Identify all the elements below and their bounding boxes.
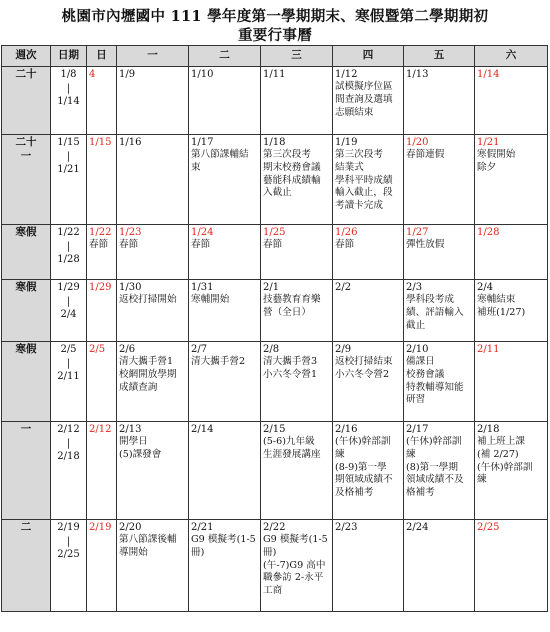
day-cell-thu (333, 67, 404, 135)
week-label: 二 (2, 520, 51, 612)
day-date: 1/9 (119, 69, 136, 80)
day-date: 1/12 (335, 69, 358, 80)
date-range (51, 520, 87, 612)
header-tue: 二 (189, 46, 261, 67)
day-date: 1/28 (477, 227, 500, 238)
day-date: 1/11 (263, 69, 286, 80)
day-event: G9 模擬考(1-5 冊) (191, 534, 256, 558)
header-date: 日期 (51, 46, 87, 67)
day-cell-wed (261, 225, 333, 280)
day-cell-fri (404, 422, 475, 520)
date-range (51, 135, 87, 225)
document-subtitle: 重要行事曆 (238, 27, 312, 44)
day-event: 第三次段考 期末校務會議 藝能科成績輸 入截止 (263, 149, 321, 199)
date-range-bar: | (66, 437, 71, 449)
day-date: 1/31 (191, 282, 214, 293)
day-date: 2/14 (191, 424, 214, 435)
week-label: 寒假 (2, 280, 51, 342)
day-cell-sun (87, 342, 117, 422)
day-cell-wed (261, 135, 333, 225)
day-date: 1/19 (335, 137, 358, 148)
header-mon: 一 (117, 46, 189, 67)
day-cell-tue (189, 135, 261, 225)
day-date: 1/22 (89, 227, 112, 238)
date-range-start: 2/12 (57, 424, 80, 435)
week-label: 寒假 (2, 342, 51, 422)
day-date: 2/7 (191, 344, 208, 355)
day-date: 2/23 (335, 522, 358, 533)
day-event: 寒輔結束 補班(1/27) (477, 294, 526, 318)
day-cell-fri (404, 67, 475, 135)
day-cell-thu (333, 135, 404, 225)
day-date: 1/14 (477, 69, 500, 80)
day-cell-sun (87, 135, 117, 225)
day-cell-sat (475, 280, 548, 342)
day-cell-sat (475, 225, 548, 280)
day-date: 2/10 (406, 344, 429, 355)
day-cell-tue (189, 67, 261, 135)
week-row (2, 422, 548, 520)
date-range-bar: | (66, 295, 71, 307)
day-date: 1/25 (263, 227, 286, 238)
week-label: 寒假 (2, 225, 51, 280)
date-range-bar: | (66, 535, 71, 547)
date-range (51, 67, 87, 135)
day-event: 春節 (191, 239, 211, 251)
week-row (2, 280, 548, 342)
day-event: 返校打掃開始 (119, 294, 177, 306)
day-cell-mon (117, 135, 189, 225)
day-date: 2/5 (89, 344, 106, 355)
date-range-bar: | (66, 150, 71, 162)
day-date: 1/20 (406, 137, 429, 148)
date-range (51, 225, 87, 280)
day-event: 寒假開始 除夕 (477, 149, 516, 173)
day-cell-mon (117, 280, 189, 342)
day-date: 1/18 (263, 137, 286, 148)
date-range-end: 2/18 (57, 451, 80, 462)
day-date: 2/4 (477, 282, 494, 293)
day-cell-tue (189, 280, 261, 342)
day-date: 2/22 (263, 522, 286, 533)
day-cell-thu (333, 520, 404, 612)
header-row (2, 46, 548, 67)
day-event: 春節 (335, 239, 355, 251)
day-date: 2/6 (119, 344, 136, 355)
day-date: 2/19 (89, 522, 112, 533)
day-date: 2/16 (335, 424, 358, 435)
day-cell-tue (189, 225, 261, 280)
day-date: 2/12 (89, 424, 112, 435)
day-event: (午休)幹部訓 練 (8-9)第一學 期領域成績不 及格補考 (335, 436, 393, 498)
day-date: 2/1 (263, 282, 280, 293)
day-cell-sun (87, 280, 117, 342)
day-cell-sun (87, 520, 117, 612)
day-cell-tue (189, 422, 261, 520)
week-row (2, 135, 548, 225)
header-sat: 六 (475, 46, 548, 67)
date-range-start: 1/15 (57, 137, 80, 148)
document-title: 桃園市內壢國中 111 學年度第一學期期末、寒假暨第二學期期初 (61, 8, 489, 25)
day-cell-wed (261, 67, 333, 135)
date-range-bar: | (66, 240, 71, 252)
day-event: 補上班上課 (補 2/27) (午休)幹部訓 練 (477, 436, 533, 486)
day-event: 第八節課後輔 導開始 (119, 534, 177, 558)
day-event: 彈性放假 (406, 239, 445, 251)
day-cell-thu (333, 342, 404, 422)
date-range-start: 2/5 (60, 344, 77, 355)
day-date: 2/3 (406, 282, 423, 293)
day-date: 2/18 (477, 424, 500, 435)
day-date: 1/13 (406, 69, 429, 80)
day-cell-wed (261, 342, 333, 422)
header-thu: 四 (333, 46, 404, 67)
day-cell-fri (404, 280, 475, 342)
day-cell-wed (261, 422, 333, 520)
date-range-end: 2/4 (60, 309, 77, 320)
date-range-end: 1/14 (57, 96, 80, 107)
day-date: 4 (89, 69, 96, 80)
day-event: (午休)幹部訓 練 (8)第一學期 領域成績不及 格補考 (406, 436, 464, 498)
day-event: 春節 (119, 239, 139, 251)
day-cell-sat (475, 342, 548, 422)
date-range-bar: | (66, 82, 71, 94)
date-range (51, 280, 87, 342)
day-date: 2/17 (406, 424, 429, 435)
day-cell-sat (475, 67, 548, 135)
day-event: 第三次段考 結業式 學科平時成績 輸入截止，段 考讀卡完成 (335, 149, 393, 211)
date-range-bar: | (66, 357, 71, 369)
day-date: 2/8 (263, 344, 280, 355)
day-cell-fri (404, 135, 475, 225)
header-sun: 日 (87, 46, 117, 67)
day-date: 2/20 (119, 522, 142, 533)
day-cell-thu (333, 422, 404, 520)
day-cell-fri (404, 225, 475, 280)
day-cell-mon (117, 520, 189, 612)
day-cell-tue (189, 520, 261, 612)
day-date: 1/27 (406, 227, 429, 238)
day-event: 第八節課輔結 束 (191, 149, 249, 173)
day-date: 1/26 (335, 227, 358, 238)
day-event: 春節連假 (406, 149, 445, 161)
day-date: 2/21 (191, 522, 214, 533)
day-cell-thu (333, 225, 404, 280)
day-cell-tue (189, 342, 261, 422)
date-range-end: 1/21 (57, 164, 80, 175)
date-range-start: 2/19 (57, 522, 80, 533)
day-cell-mon (117, 67, 189, 135)
day-event: 寒輔開始 (191, 294, 230, 306)
day-date: 1/16 (119, 137, 142, 148)
week-row (2, 342, 548, 422)
day-date: 2/25 (477, 522, 500, 533)
day-date: 1/30 (119, 282, 142, 293)
day-event: 學科段考成 績、評語輸入 截止 (406, 294, 464, 331)
day-event: 清大攜手營1 校網開放學期 成績查詢 (119, 356, 177, 393)
day-cell-wed (261, 520, 333, 612)
day-date: 2/2 (335, 282, 352, 293)
day-date: 2/11 (477, 344, 500, 355)
day-event: G9 模擬考(1-5 冊) (午-7)G9 高中 職參訪 2-永平 工商 (263, 534, 328, 596)
day-date: 2/24 (406, 522, 429, 533)
week-row (2, 67, 548, 135)
day-event: 春節 (89, 239, 109, 251)
day-cell-sun (87, 225, 117, 280)
day-cell-mon (117, 422, 189, 520)
header-fri: 五 (404, 46, 475, 67)
day-date: 1/15 (89, 137, 112, 148)
day-date: 1/17 (191, 137, 214, 148)
day-cell-mon (117, 342, 189, 422)
day-date: 2/13 (119, 424, 142, 435)
day-event: 備課日 校務會議 特教輔導知能 研習 (406, 356, 464, 406)
week-row (2, 520, 548, 612)
calendar-table (1, 45, 548, 612)
day-event: 技藝教育育樂 營（全日） (263, 294, 321, 318)
day-cell-thu (333, 280, 404, 342)
date-range-start: 1/29 (57, 282, 80, 293)
date-range-end: 2/11 (57, 371, 80, 382)
header-wed: 三 (261, 46, 333, 67)
day-date: 1/29 (89, 282, 112, 293)
week-label: 二十 (2, 67, 51, 135)
week-label: 二十 一 (2, 135, 51, 225)
day-event: 清大攜手營3 小六冬令營1 (263, 356, 318, 380)
day-event: 開學日 (5)課發會 (119, 436, 162, 460)
day-event: 試模擬序位區 間查詢及選填 志願結束 (335, 81, 393, 118)
day-event: (5-6)九年級 生涯發展講座 (263, 436, 321, 460)
day-cell-fri (404, 520, 475, 612)
week-label: 一 (2, 422, 51, 520)
day-date: 1/24 (191, 227, 214, 238)
week-row (2, 225, 548, 280)
day-date: 1/10 (191, 69, 214, 80)
day-date: 1/21 (477, 137, 500, 148)
day-cell-sun (87, 422, 117, 520)
date-range (51, 422, 87, 520)
day-cell-mon (117, 225, 189, 280)
day-date: 2/15 (263, 424, 286, 435)
day-cell-sat (475, 135, 548, 225)
date-range-end: 2/25 (57, 549, 80, 560)
day-cell-wed (261, 280, 333, 342)
date-range-start: 1/22 (57, 227, 80, 238)
day-cell-fri (404, 342, 475, 422)
day-cell-sun (87, 67, 117, 135)
date-range-start: 1/8 (60, 69, 77, 80)
day-event: 春節 (263, 239, 283, 251)
date-range-end: 1/28 (57, 254, 80, 265)
day-event: 返校打掃結束 小六冬令營2 (335, 356, 393, 380)
day-date: 1/23 (119, 227, 142, 238)
date-range (51, 342, 87, 422)
day-event: 清大攜手營2 (191, 356, 246, 368)
day-cell-sat (475, 422, 548, 520)
header-week: 週次 (2, 46, 51, 67)
day-cell-sat (475, 520, 548, 612)
day-date: 2/9 (335, 344, 352, 355)
